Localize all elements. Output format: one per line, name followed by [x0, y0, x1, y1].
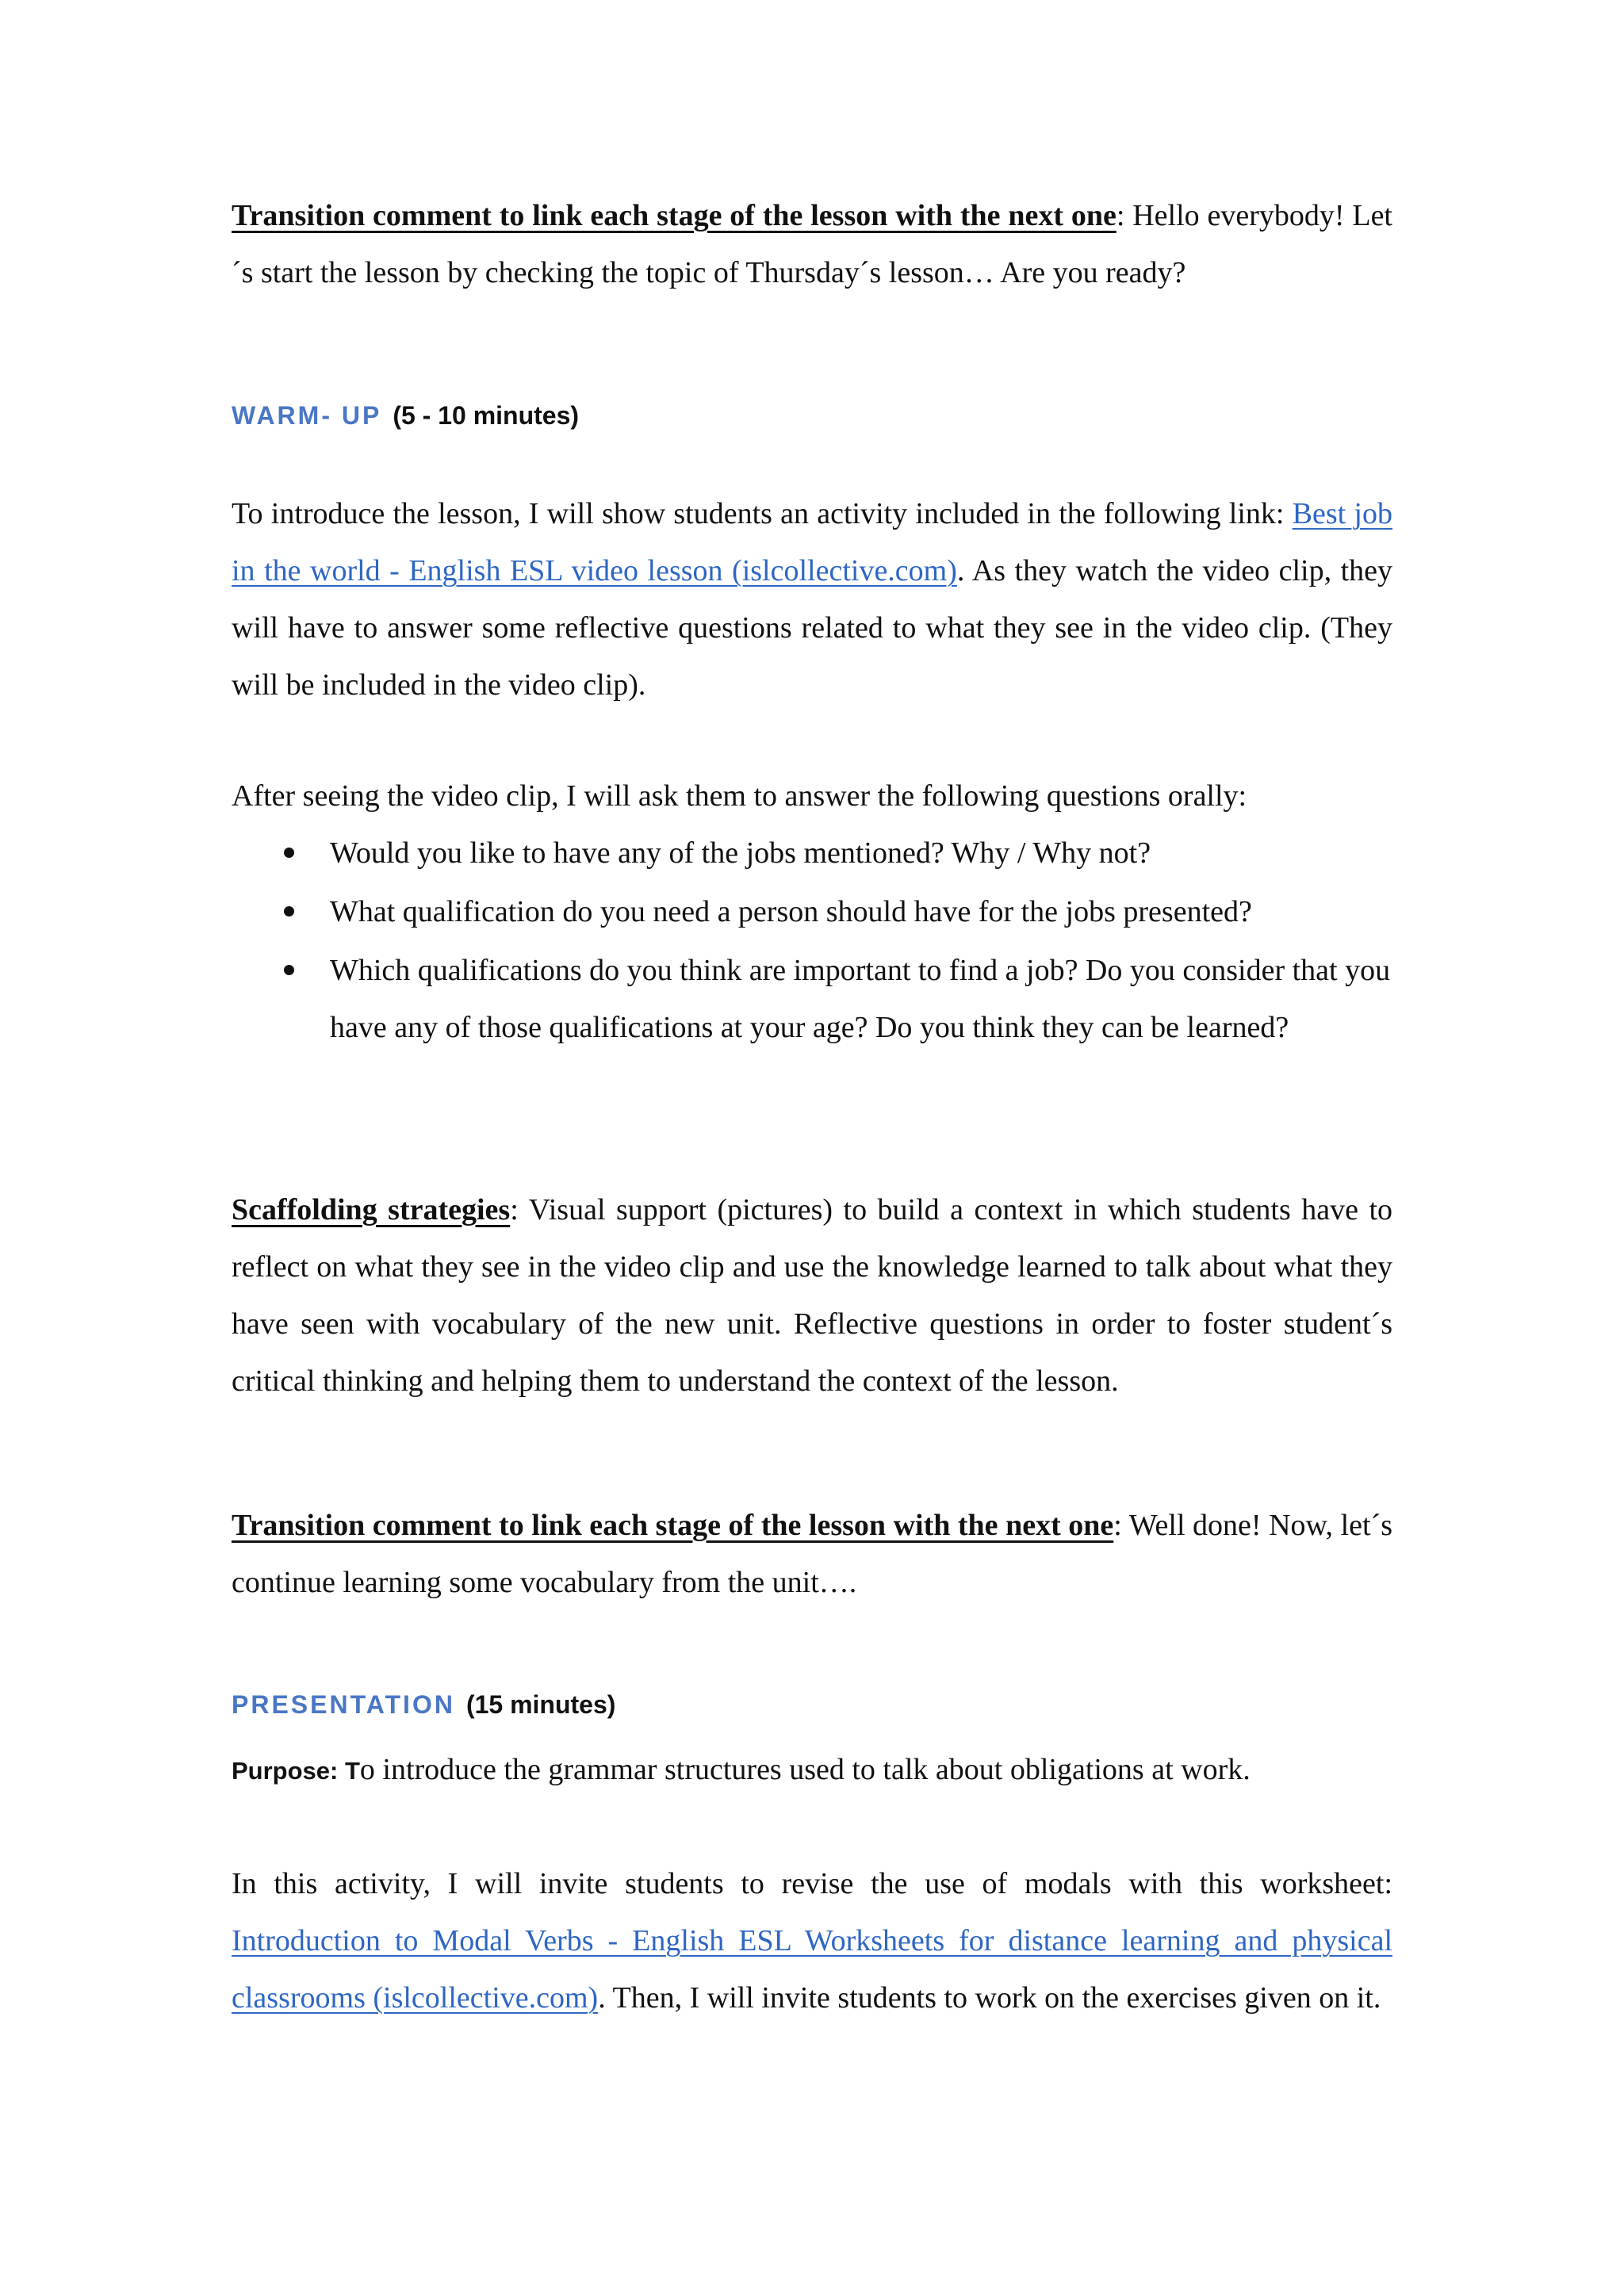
presentation-heading-title: PRESENTATION: [232, 1690, 455, 1719]
purpose-text: o introduce the grammar structures used to talk about obligations at work.: [359, 1753, 1251, 1786]
presentation-heading-time: (15 minutes): [465, 1690, 616, 1719]
scaffolding-text: : Visual support (pictures) to build a context in which students have to reflect on what they see in the video clip and use the knowledge learned to talk about what they have seen with vocabulary of the new unit. Reflective questions in order to foster student´s critical thinking and helping them to understand the context of the lesson.: [232, 1193, 1393, 1398]
transition-text-1: : Hello everybody! Let´s start the lesson by checking the topic of Thursday´s lesson… Are you ready?: [232, 199, 1392, 289]
list-item: [232, 825, 1392, 882]
warmup-heading-time: (5 - 10 minutes): [393, 401, 580, 430]
warmup-intro-before-link: To introduce the lesson, I will show students an activity included in the following link:: [232, 497, 1293, 530]
question-text: Would you like to have any of the jobs mentioned? Why / Why not?: [330, 836, 1151, 870]
warmup-intro-after-link: . As they watch the video clip, they will have to answer some reflective questions related to what they see in the video clip. (They will be included in the video clip).: [232, 554, 1392, 702]
warmup-after-video-paragraph: [232, 767, 1392, 825]
warmup-questions-list: [232, 825, 1392, 1058]
question-text: Which qualifications do you think are important to find a job? Do you consider that you have any of those qualifications at your age? Do you think they can be learned?: [330, 954, 1391, 1044]
list-item: [232, 942, 1392, 1056]
presentation-heading: [232, 1690, 615, 1720]
presentation-activity-paragraph: [232, 1855, 1392, 2026]
presentation-purpose-paragraph: [232, 1741, 1392, 1800]
bullet-icon: [284, 848, 294, 858]
bullet-icon: [284, 965, 294, 975]
bullet-icon: [284, 906, 294, 916]
question-text: What qualification do you need a person should have for the jobs presented?: [330, 895, 1252, 928]
scaffolding-lead: Scaffolding strategies: [232, 1193, 511, 1226]
transition-lead-2: Transition comment to link each stage of the lesson with the next one: [232, 1509, 1114, 1542]
warmup-video-link[interactable]: Best job in the world - English ESL video lesson (islcollective.com): [232, 497, 1392, 587]
purpose-label: Purpose: T: [232, 1757, 360, 1785]
list-item: [232, 883, 1392, 940]
scaffolding-paragraph: [232, 1181, 1392, 1410]
transition-text-2: : Well done! Now, let´s continue learning some vocabulary from the unit….: [232, 1509, 1392, 1599]
transition-lead-1: Transition comment to link each stage of the lesson with the next one: [232, 199, 1116, 232]
activity-after-link: . Then, I will invite students to work on the exercises given on it.: [598, 1981, 1381, 2015]
activity-before-link: In this activity, I will invite students to revise the use of modals with this worksheet:: [232, 1867, 1392, 1900]
worksheet-link[interactable]: Introduction to Modal Verbs - English ESL Worksheets for distance learning and physical classrooms (islcollective.com): [232, 1924, 1392, 2015]
warmup-after-video-text: After seeing the video clip, I will ask them to answer the following questions orally:: [232, 779, 1247, 813]
warmup-heading-title: WARM- UP: [232, 401, 382, 430]
transition-paragraph-2: [232, 1497, 1392, 1611]
transition-paragraph-1: [232, 187, 1392, 301]
warmup-heading: [232, 401, 579, 430]
warmup-intro-paragraph: [232, 485, 1392, 714]
